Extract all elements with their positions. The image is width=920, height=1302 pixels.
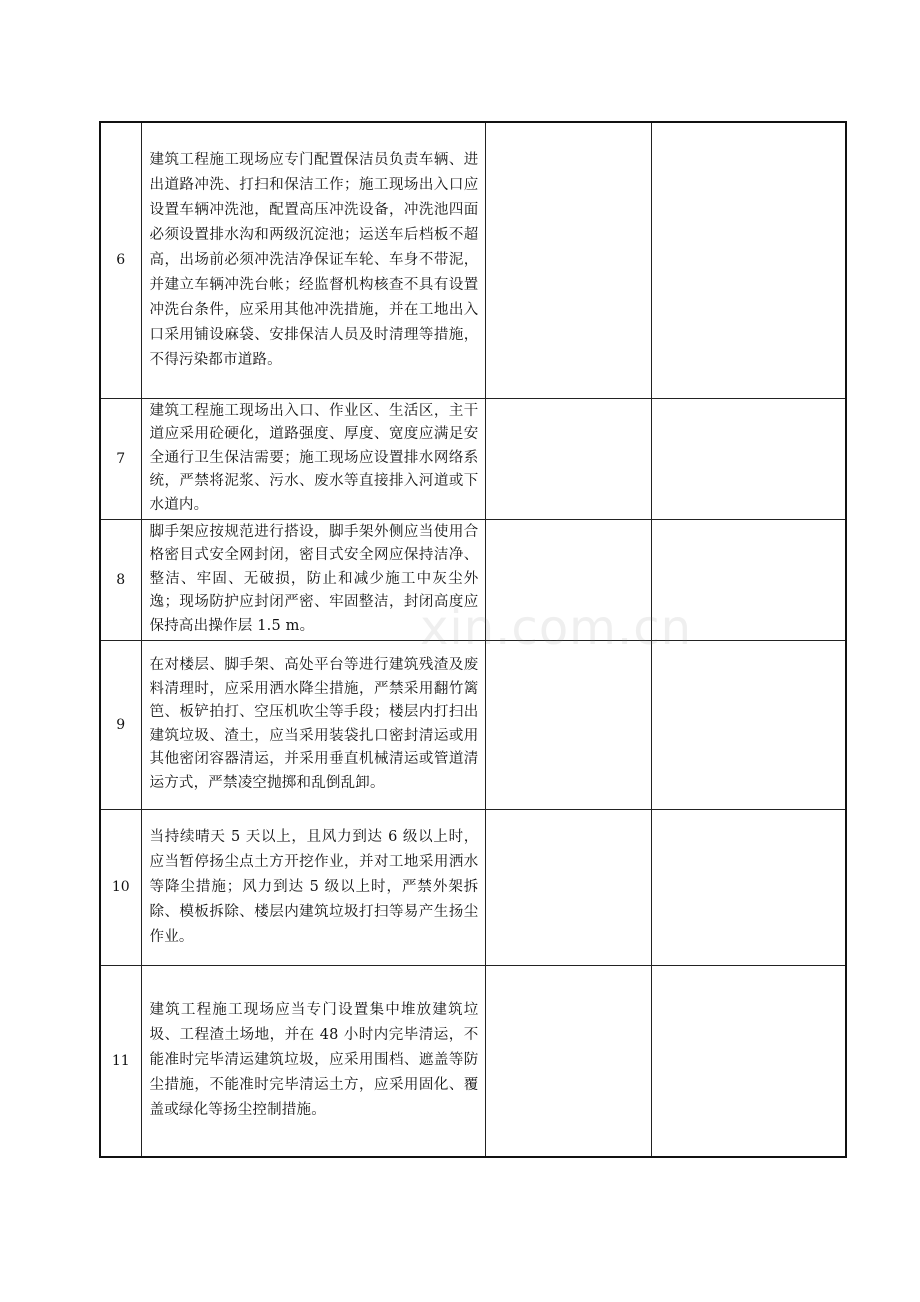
row-number: 7 bbox=[100, 398, 141, 519]
check-cell bbox=[485, 398, 651, 519]
remark-cell bbox=[651, 398, 846, 519]
inspection-table bbox=[99, 121, 847, 1158]
requirement-text: 在对楼层、脚手架、高处平台等进行建筑残渣及废料清理时，应采用洒水降尘措施，严禁采用翻竹篱笆、板铲拍打、空压机吹尘等手段；楼层内打扫出建筑垃圾、渣土，应当采用装袋扎口密封清运或用其他密闭容器清运，并采用垂直机械清运或管道清运方式，严禁凌空抛掷和乱倒乱卸。 bbox=[141, 640, 485, 809]
table-row bbox=[100, 122, 846, 398]
table-row bbox=[100, 640, 846, 809]
row-number: 6 bbox=[100, 122, 141, 398]
requirement-text: 建筑工程施工现场出入口、作业区、生活区，主干道应采用砼硬化，道路强度、厚度、宽度应满足安全通行卫生保洁需要；施工现场应设置排水网络系统，严禁将泥浆、污水、废水等直接排入河道或下水道内。 bbox=[141, 398, 485, 519]
watermark: xin.com.cn bbox=[420, 600, 693, 656]
check-cell bbox=[485, 519, 651, 640]
remark-cell bbox=[651, 640, 846, 809]
remark-cell bbox=[651, 809, 846, 965]
requirement-text: 建筑工程施工现场应当专门设置集中堆放建筑垃圾、工程渣土场地，并在 48 小时内完毕清运，不能准时完毕清运建筑垃圾，应采用围档、遮盖等防尘措施，不能准时完毕清运土方，应采用固化、覆盖或绿化等扬尘控制措施。 bbox=[141, 965, 485, 1157]
table-row bbox=[100, 519, 846, 640]
remark-cell bbox=[651, 965, 846, 1157]
requirement-text: 建筑工程施工现场应专门配置保洁员负责车辆、进出道路冲洗、打扫和保洁工作；施工现场出入口应设置车辆冲洗池，配置高压冲洗设备，冲洗池四面必须设置排水沟和两级沉淀池；运送车后档板不超高，出场前必须冲洗洁净保证车轮、车身不带泥，并建立车辆冲洗台帐；经监督机构核查不具有设置冲洗台条件，应采用其他冲洗措施，并在工地出入口采用铺设麻袋、安排保洁人员及时清理等措施，不得污染都市道路。 bbox=[141, 122, 485, 398]
row-number: 8 bbox=[100, 519, 141, 640]
table-row bbox=[100, 398, 846, 519]
requirement-text: 脚手架应按规范进行搭设，脚手架外侧应当使用合格密目式安全网封闭，密目式安全网应保持洁净、整洁、牢固、无破损，防止和减少施工中灰尘外逸；现场防护应封闭严密、牢固整洁，封闭高度应保持高出操作层 1.5 m。 bbox=[141, 519, 485, 640]
check-cell bbox=[485, 122, 651, 398]
table-row bbox=[100, 965, 846, 1157]
check-cell bbox=[485, 809, 651, 965]
row-number: 11 bbox=[100, 965, 141, 1157]
remark-cell bbox=[651, 519, 846, 640]
row-number: 9 bbox=[100, 640, 141, 809]
requirement-text: 当持续晴天 5 天以上，且风力到达 6 级以上时，应当暂停扬尘点土方开挖作业，并对工地采用洒水等降尘措施；风力到达 5 级以上时，严禁外架拆除、模板拆除、楼层内建筑垃圾打扫等易产生扬尘作业。 bbox=[141, 809, 485, 965]
row-number: 10 bbox=[100, 809, 141, 965]
table-row bbox=[100, 809, 846, 965]
check-cell bbox=[485, 965, 651, 1157]
check-cell bbox=[485, 640, 651, 809]
remark-cell bbox=[651, 122, 846, 398]
